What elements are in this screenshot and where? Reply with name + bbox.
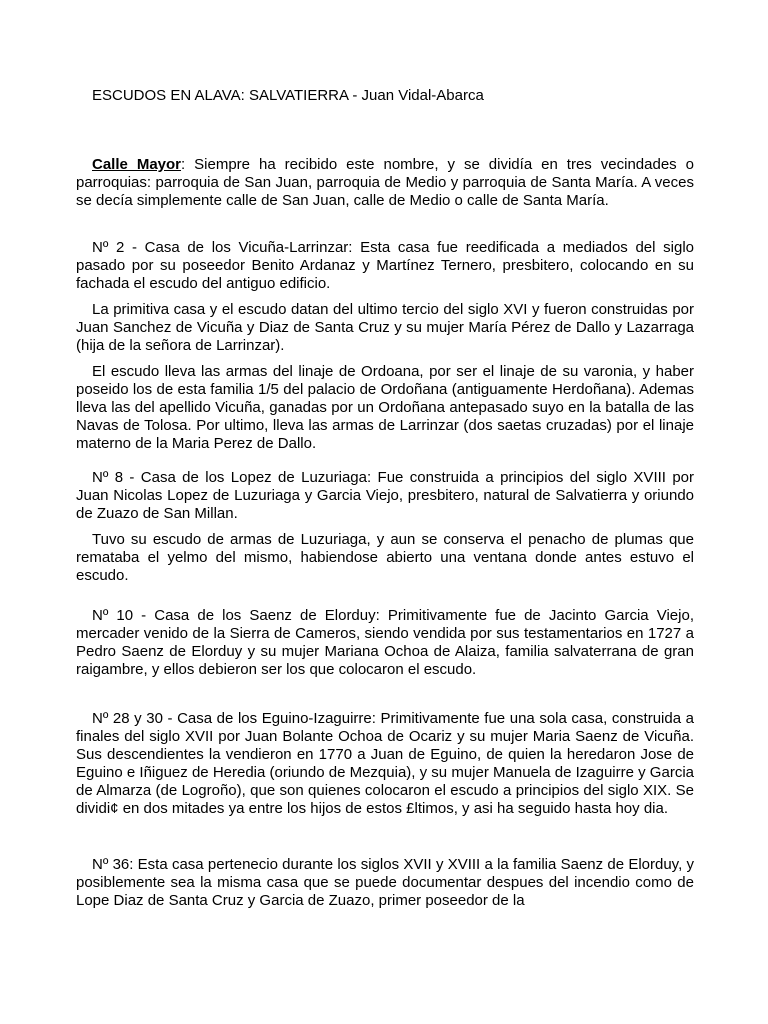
section-no-28-30	[76, 710, 694, 826]
paragraph: Tuvo su escudo de armas de Luzuriaga, y aun se conserva el penacho de plumas que remataba el yelmo del mismo, habiendose abierto una ventana donde antes estuvo el escudo.	[76, 531, 694, 584]
section-no-2	[76, 239, 694, 461]
paragraph: Nº 36: Esta casa pertenecio durante los siglos XVII y XVIII a la familia Saenz de Elorduy, y posiblemente sea la misma casa que se puede documentar despues del incendio como de Lope Diaz de Santa Cruz y Garcia de Zuazo, primer poseedor de la	[76, 856, 694, 909]
paragraph: Nº 10 - Casa de los Saenz de Elorduy: Primitivamente fue de Jacinto Garcia Viejo, mercader venido de la Sierra de Cameros, siendo vendida por sus testamentarios en 1727 a Pedro Saenz de Elorduy y su mujer Mariana Ochoa de Alaiza, familia salvaterrana de gran raigambre, y ellos debieron ser los que colocaron el escudo.	[76, 607, 694, 678]
street-name: Calle Mayor	[92, 156, 182, 173]
paragraph: Nº 2 - Casa de los Vicuña-Larrinzar: Esta casa fue reedificada a mediados del siglo pasado por su poseedor Benito Ardanaz y Martínez Ternero, presbitero, colocando en su fachada el escudo del antiguo edificio.	[76, 239, 694, 292]
section-no-10	[76, 607, 694, 687]
paragraph: La primitiva casa y el escudo datan del ultimo tercio del siglo XVI y fueron construidas por Juan Sanchez de Vicuña y Diaz de Santa Cruz y su mujer María Pérez de Dallo y Lazarraga (hija de la señora de Larrinzar).	[76, 301, 694, 354]
section-no-8	[76, 469, 694, 593]
intro-paragraph	[76, 156, 694, 210]
paragraph: Nº 28 y 30 - Casa de los Eguino-Izaguirre: Primitivamente fue una sola casa, construida a finales del siglo XVII por Juan Bolante Ochoa de Ocariz y su mujer Maria Saenz de Vicuña. Sus descendientes la vendieron en 1770 a Juan de Eguino, de quien la heredaron Jose de Eguino e Iñiguez de Heredia (oriundo de Mezquia), y su mujer Manuela de Izaguirre y Garcia de Almarza (de Logroño), que son quienes colocaron el escudo a principios del siglo XIX. Se dividi¢ en dos mitades ya entre los hijos de estos £ltimos, y asi ha seguido hasta hoy dia.	[76, 710, 694, 817]
intro-section	[76, 156, 694, 218]
section-no-36	[76, 856, 694, 918]
document-title: ESCUDOS EN ALAVA: SALVATIERRA - Juan Vidal-Abarca	[92, 87, 484, 104]
intro-text: : Siempre ha recibido este nombre, y se dividía en tres vecindades o parroquias: parroquia de San Juan, parroquia de Medio y parroquia de Santa María. A veces se decía simplemente calle de San Juan, calle de Medio o calle de Santa María.	[76, 156, 694, 209]
paragraph: El escudo lleva las armas del linaje de Ordoana, por ser el linaje de su varonia, y haber poseido los de esta familia 1/5 del palacio de Ordoñana (antiguamente Herdoñana). Ademas lleva las del apellido Vicuña, ganadas por un Ordoñana antepasado suyo en la batalla de las Navas de Tolosa. Por ultimo, lleva las armas de Larrinzar (dos saetas cruzadas) por el linaje materno de la Maria Perez de Dallo.	[76, 363, 694, 452]
paragraph: Nº 8 - Casa de los Lopez de Luzuriaga: Fue construida a principios del siglo XVIII por Juan Nicolas Lopez de Luzuriaga y Garcia Viejo, presbitero, natural de Salvatierra y oriundo de Zuazo de San Millan.	[76, 469, 694, 522]
